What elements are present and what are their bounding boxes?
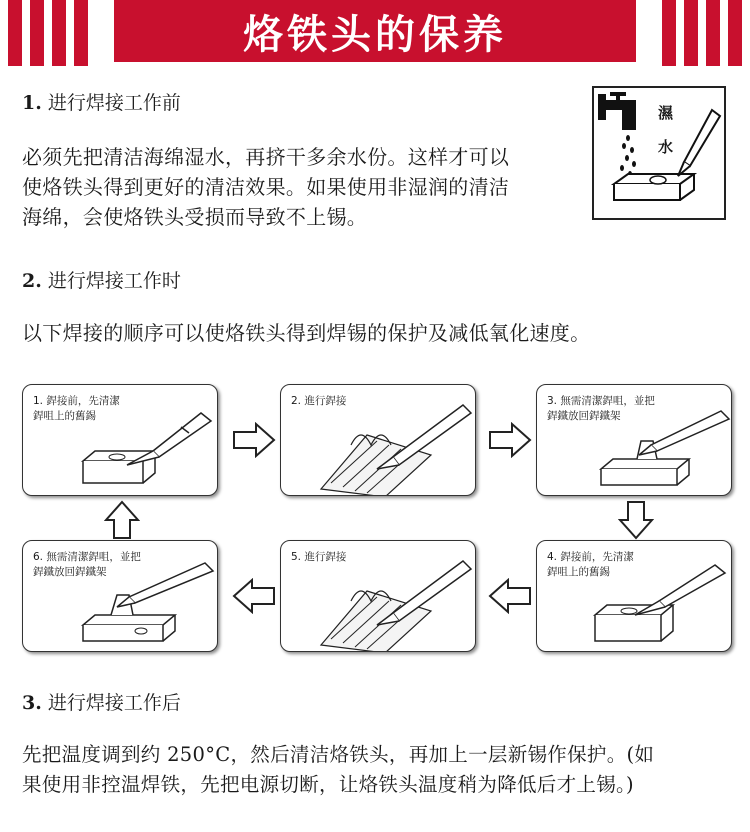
step-5-line1: 5. 進行銲接 — [291, 551, 347, 563]
step-3-line2: 銲鐵放回銲鐵架 — [547, 410, 621, 422]
page-title: 烙铁头的保养 — [243, 11, 507, 58]
section-3-title: 进行焊接工作后 — [47, 692, 181, 714]
iron-stand-icon — [23, 541, 218, 652]
section-1-number: 1. — [22, 92, 42, 114]
sponge-clean-icon — [23, 385, 218, 496]
step-1-line2: 銲咀上的舊錫 — [33, 410, 96, 422]
step-6-line2: 銲鐵放回銲鐵架 — [33, 566, 107, 578]
step-box-1 — [22, 384, 218, 496]
step-4-line2: 銲咀上的舊錫 — [547, 566, 610, 578]
section-1-title: 进行焊接工作前 — [47, 92, 181, 114]
step-3-line1: 3. 無需清潔銲咀，並把 — [547, 395, 655, 407]
step-box-5 — [280, 540, 476, 652]
step-box-3 — [536, 384, 732, 496]
section-1-heading — [22, 88, 181, 115]
step-box-2 — [280, 384, 476, 496]
step-box-6 — [22, 540, 218, 652]
illustration-label-bottom: 水 — [658, 138, 674, 156]
arrow-left-icon — [232, 578, 276, 614]
arrow-right-icon — [232, 422, 276, 458]
section-1-line: 海绵，会使烙铁头受损而导致不上锡。 — [22, 205, 368, 229]
banner-stripes-right — [662, 0, 750, 66]
section-1-line: 使烙铁头得到更好的清洁效果。如果使用非湿润的清洁 — [22, 175, 510, 199]
iron-stand-icon — [537, 385, 732, 496]
step-4-line1: 4. 銲接前，先清潔 — [547, 551, 634, 563]
illustration-label-top: 濕 — [658, 104, 674, 122]
banner-stripes-left — [0, 0, 88, 66]
step-2-line1: 2. 進行銲接 — [291, 395, 347, 407]
section-1-body — [22, 142, 582, 232]
soldering-board-icon — [281, 385, 476, 496]
section-1-line: 必须先把清洁海绵湿水，再挤干多余水份。这样才可以 — [22, 145, 510, 169]
arrow-up-icon — [104, 500, 140, 540]
sponge-clean-icon — [537, 541, 732, 652]
section-3-line: 先把温度调到约 250°C，然后清洁烙铁头，再加上一层新锡作保护。(如 — [22, 743, 655, 766]
arrow-right-icon — [488, 422, 532, 458]
soldering-board-icon — [281, 541, 476, 652]
section-3-line: 果使用非控温焊铁，先把电源切断，让烙铁头温度稍为降低后才上锡。) — [22, 773, 634, 796]
section-3-number: 3. — [22, 692, 42, 714]
arrow-down-icon — [618, 500, 654, 540]
step-box-4 — [536, 540, 732, 652]
section-2-body — [22, 318, 722, 348]
banner-title-box — [114, 0, 636, 62]
arrow-left-icon — [488, 578, 532, 614]
section-2-line: 以下焊接的顺序可以使烙铁头得到焊锡的保护及减低氧化速度。 — [22, 321, 591, 345]
section-2-heading — [22, 266, 181, 293]
section-2-title: 进行焊接工作时 — [47, 270, 181, 292]
section-3-heading — [22, 688, 181, 715]
step-1-line1: 1. 銲接前，先清潔 — [33, 395, 120, 407]
step-6-line1: 6. 無需清潔銲咀，並把 — [33, 551, 141, 563]
wet-sponge-illustration — [592, 86, 726, 220]
section-3-body — [22, 740, 742, 800]
section-2-number: 2. — [22, 270, 42, 292]
